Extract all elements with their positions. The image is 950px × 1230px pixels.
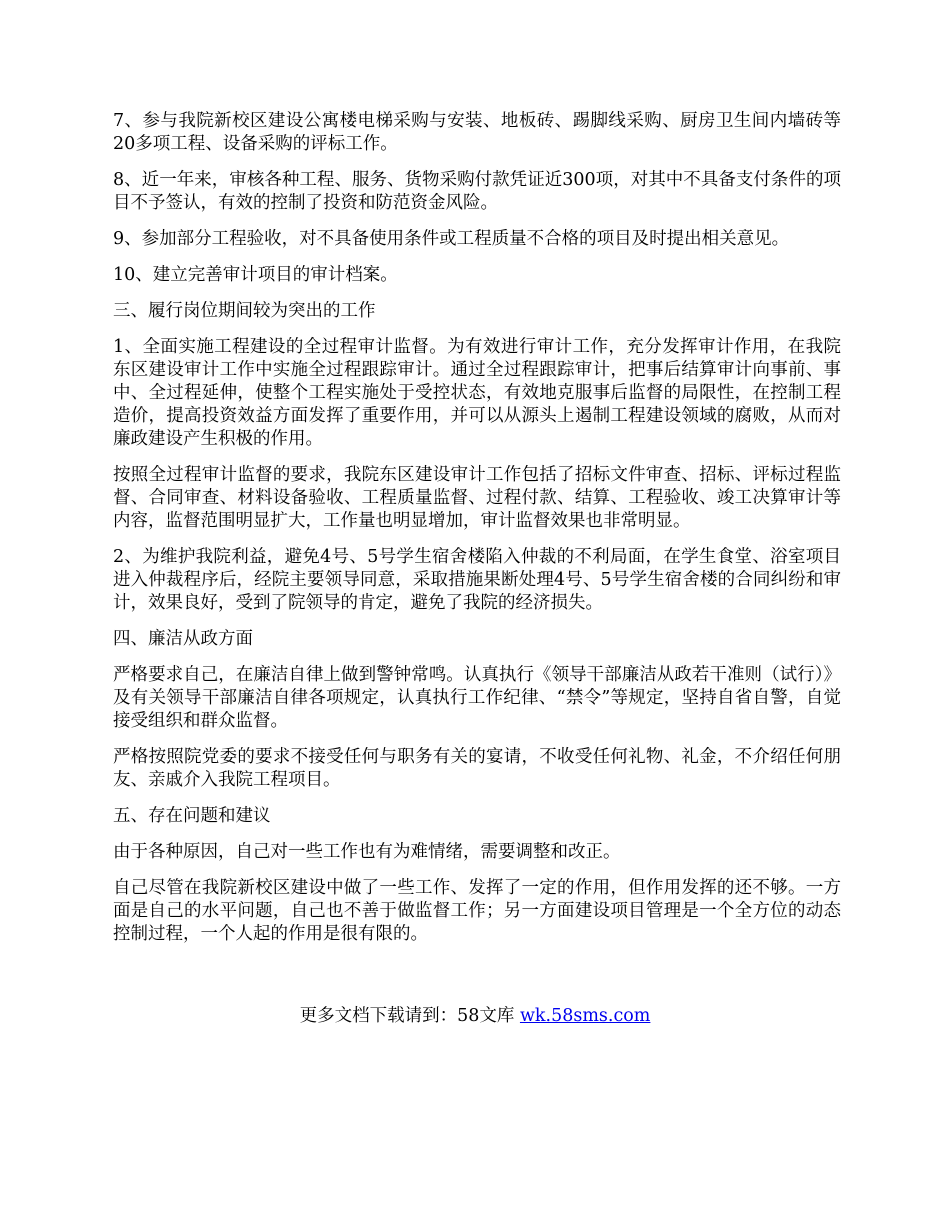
paragraph-self-discipline: 严格要求自己，在廉洁自律上做到警钟常鸣。认真执行《领导干部廉洁从政若干准则（试行）》及有关领导干部廉洁自律各项规定，认真执行工作纪律、“禁令”等规定，坚持自省自警，自觉接受组织和群众监督。: [113, 665, 841, 731]
document-body: [113, 110, 841, 959]
paragraph-full-process-audit: 1、全面实施工程建设的全过程审计监督。为有效进行审计工作，充分发挥审计作用，在我院东区建设审计工作中实施全过程跟踪审计。通过全过程跟踪审计，把事后结算审计向事前、事中、全过程延伸，使整个工程实施处于受控状态，有效地克服事后监督的局限性，在控制工程造价，提高投资效益方面发挥了重要作用，并可以从源头上遏制工程建设领域的腐败，从而对廉政建设产生积极的作用。: [113, 337, 841, 449]
paragraph-item-9: 9、参加部分工程验收，对不具备使用条件或工程质量不合格的项目及时提出相关意见。: [113, 229, 790, 249]
footer-download-link[interactable]: wk.58sms.com: [519, 1006, 651, 1026]
paragraph-item-8: 8、近一年来，审核各种工程、服务、货物采购付款凭证近300项，对其中不具备支付条件的项目不予签认，有效的控制了投资和防范资金风险。: [113, 170, 841, 213]
paragraph-audit-scope: 按照全过程审计监督的要求，我院东区建设审计工作包括了招标文件审查、招标、评标过程监督、合同审查、材料设备验收、工程质量监督、过程付款、结算、工程验收、竣工决算审计等内容，监督范围明显扩大，工作量也明显增加，审计监督效果也非常明显。: [113, 465, 841, 531]
paragraph-no-gifts: 严格按照院党委的要求不接受任何与职务有关的宴请，不收受任何礼物、礼金，不介绍任何朋友、亲戚介入我院工程项目。: [113, 747, 841, 790]
download-footer: [0, 1005, 950, 1028]
paragraph-dormitory-dispute: 2、为维护我院利益，避免4号、5号学生宿舍楼陷入仲裁的不利局面，在学生食堂、浴室项目进入仲裁程序后，经院主要领导同意，采取措施果断处理4号、5号学生宿舍楼的合同纠纷和审计，效果良好，受到了院领导的肯定，避免了我院的经济损失。: [113, 547, 841, 613]
footer-prefix-text: 更多文档下载请到：58文库: [299, 1006, 520, 1026]
paragraph-limitations: 自己尽管在我院新校区建设中做了一些工作、发挥了一定的作用，但作用发挥的还不够。一方面是自己的水平问题，自己也不善于做监督工作；另一方面建设项目管理是一个全方位的动态控制过程，一个人起的作用是很有限的。: [113, 878, 841, 944]
section-heading-3: 三、履行岗位期间较为突出的工作: [113, 301, 376, 321]
section-heading-4: 四、廉洁从政方面: [113, 629, 253, 649]
paragraph-item-7: 7、参与我院新校区建设公寓楼电梯采购与安装、地板砖、踢脚线采购、厨房卫生间内墙砖等20多项工程、设备采购的评标工作。: [113, 111, 841, 154]
section-heading-5: 五、存在问题和建议: [113, 806, 271, 826]
paragraph-difficulties: 由于各种原因，自己对一些工作也有为难情绪，需要调整和改正。: [113, 842, 621, 862]
paragraph-item-10: 10、建立完善审计项目的审计档案。: [113, 265, 398, 285]
